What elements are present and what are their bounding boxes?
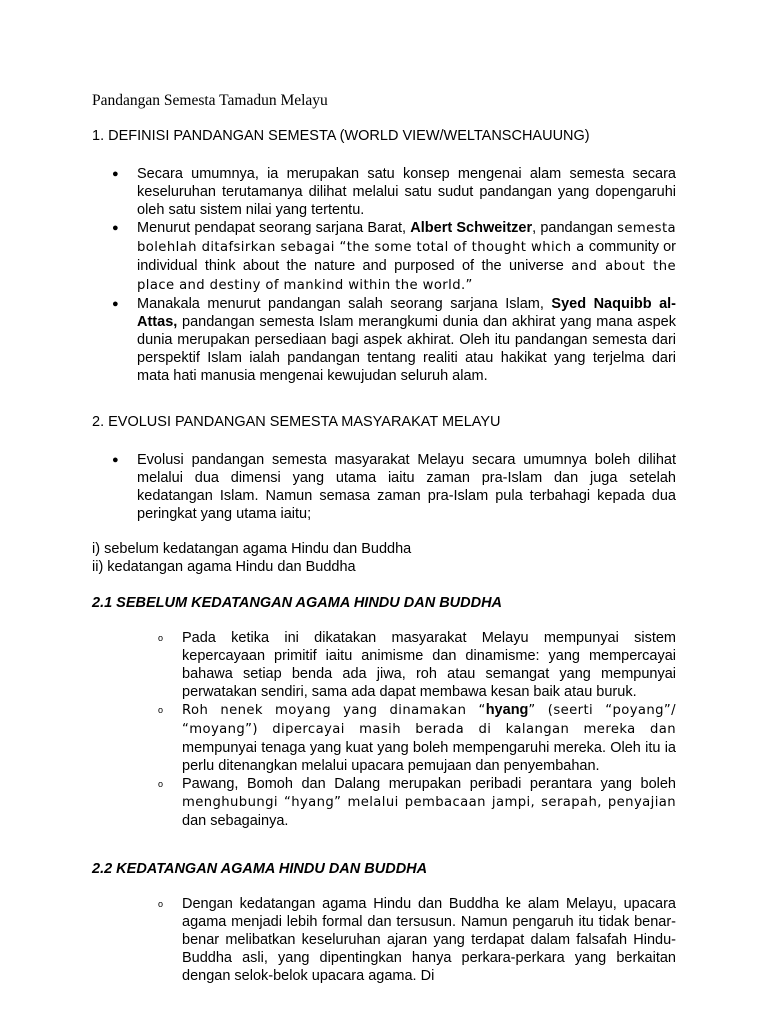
item-text: Secara umumnya, ia merupakan satu konsep mengenai alam semesta secara keseluruhan terutamanya dilihat melalui satu sudut pandangan yang dopengaruhi oleh satu sistem nilai yang tertentu. <box>137 166 676 218</box>
bullet-icon: ● <box>112 454 119 466</box>
item-text-post: mempunyai tenaga yang kuat yang boleh mempengaruhi mereka. Oleh itu ia perlu ditenangkan melalui upacara pemujaan dan penyembahan. <box>182 740 676 774</box>
item-text: Evolusi pandangan semesta masyarakat Melayu secara umumnya boleh dilihat melalui dua dimensi yang utama iaitu zaman pra-Islam dan juga setelah kedatangan Islam. Namun semasa zaman pra-Islam pula terbahagi kepada dua peringkat yang utama iaitu; <box>137 452 676 522</box>
item-text-bold: Albert Schweitzer <box>410 220 533 236</box>
item-text-thin: semesta bolehlah ditafsirkan sebagai “the some total of thought which a <box>137 221 677 255</box>
item-text-pre: Pawang, Bomoh dan Dalang merupakan peribadi perantara yang boleh <box>182 776 676 792</box>
item-text-thin: ” (seerti “poyang”/ “moyang”) dipercayai masih berada di kalangan mereka dan <box>182 703 676 737</box>
item-text-post: , pandangan <box>532 220 613 236</box>
bullet-icon: ● <box>112 222 119 234</box>
circle-bullet-icon: o <box>158 779 164 789</box>
document-title: Pandangan Semesta Tamadun Melayu <box>92 92 328 109</box>
item-text-pre: Menurut pendapat seorang sarjana Barat, <box>137 220 411 236</box>
section-2-2-heading: 2.2 KEDATANGAN AGAMA HINDU DAN BUDDHA <box>92 861 428 877</box>
section-2-heading: 2. EVOLUSI PANDANGAN SEMESTA MASYARAKAT MELAYU <box>92 414 501 430</box>
circle-bullet-icon: o <box>158 633 164 643</box>
section-1-list <box>110 165 676 385</box>
section-2-1-list <box>155 629 676 830</box>
list-item <box>155 701 676 775</box>
list-item <box>155 895 676 985</box>
circle-bullet-icon: o <box>158 899 164 909</box>
sub-point-i: i) sebelum kedatangan agama Hindu dan Buddha <box>92 541 412 557</box>
list-item <box>110 165 676 219</box>
item-text: Pada ketika ini dikatakan masyarakat Melayu mempunyai sistem kepercayaan primitif iaitu animisme dan dinamisme: yang mempercayai bahawa setiap benda ada jiwa, roh atau semangat yang mempunyai perwatakan sendiri, sama ada dapat membawa kesan baik atau buruk. <box>182 630 676 700</box>
item-text: Dengan kedatangan agama Hindu dan Buddha ke alam Melayu, upacara agama menjadi lebih formal dan tersusun. Namun pengaruh itu tidak benar-benar melibatkan keseluruhan ajaran yang terdapat dalam falsafah Hindu-Buddha asli, yang dipentingkan hanya perkara-perkara yang berkaitan dengan selok-belok upacara agama. Di <box>182 896 676 984</box>
item-text-pre: Manakala menurut pandangan salah seorang sarjana Islam, <box>137 296 552 312</box>
item-text-mid: community or individual think about the nature and purposed of the universe <box>137 239 676 274</box>
item-text-bold: Syed Naquibb al-Attas, <box>137 296 676 330</box>
section-1-heading: 1. DEFINISI PANDANGAN SEMESTA (WORLD VIEW/WELTANSCHAUUNG) <box>92 128 590 144</box>
list-item <box>155 629 676 701</box>
item-text-thin: and about the place and destiny of mankind within the world.” <box>137 259 676 293</box>
list-item <box>155 775 676 830</box>
list-item <box>110 295 676 385</box>
bullet-icon: ● <box>112 298 119 310</box>
section-2-list <box>110 451 676 523</box>
item-text-post: pandangan semesta Islam merangkumi dunia dan akhirat yang mana aspek dunia merupakan persediaan bagi aspek akhirat. Oleh itu pandangan semesta dari perspektif Islam ialah pandangan tentang realiti atau hakikat yang terjelma dari mata hati manusia mengenai kewujudan seluruh alam. <box>137 314 676 384</box>
section-2-2-list <box>155 895 676 985</box>
list-item <box>110 219 676 295</box>
item-text-thin: menghubungi “hyang” melalui pembacaan jampi, serapah, penyajian <box>182 795 676 810</box>
item-text-thin: Roh nenek moyang yang dinamakan “ <box>182 703 486 718</box>
section-2-1-heading: 2.1 SEBELUM KEDATANGAN AGAMA HINDU DAN BUDDHA <box>92 595 503 611</box>
bullet-icon: ● <box>112 168 119 180</box>
list-item <box>110 451 676 523</box>
circle-bullet-icon: o <box>158 705 164 715</box>
item-text-bold: hyang <box>485 702 529 718</box>
item-text-post: dan sebagainya. <box>182 813 289 829</box>
sub-point-ii: ii) kedatangan agama Hindu dan Buddha <box>92 559 356 575</box>
